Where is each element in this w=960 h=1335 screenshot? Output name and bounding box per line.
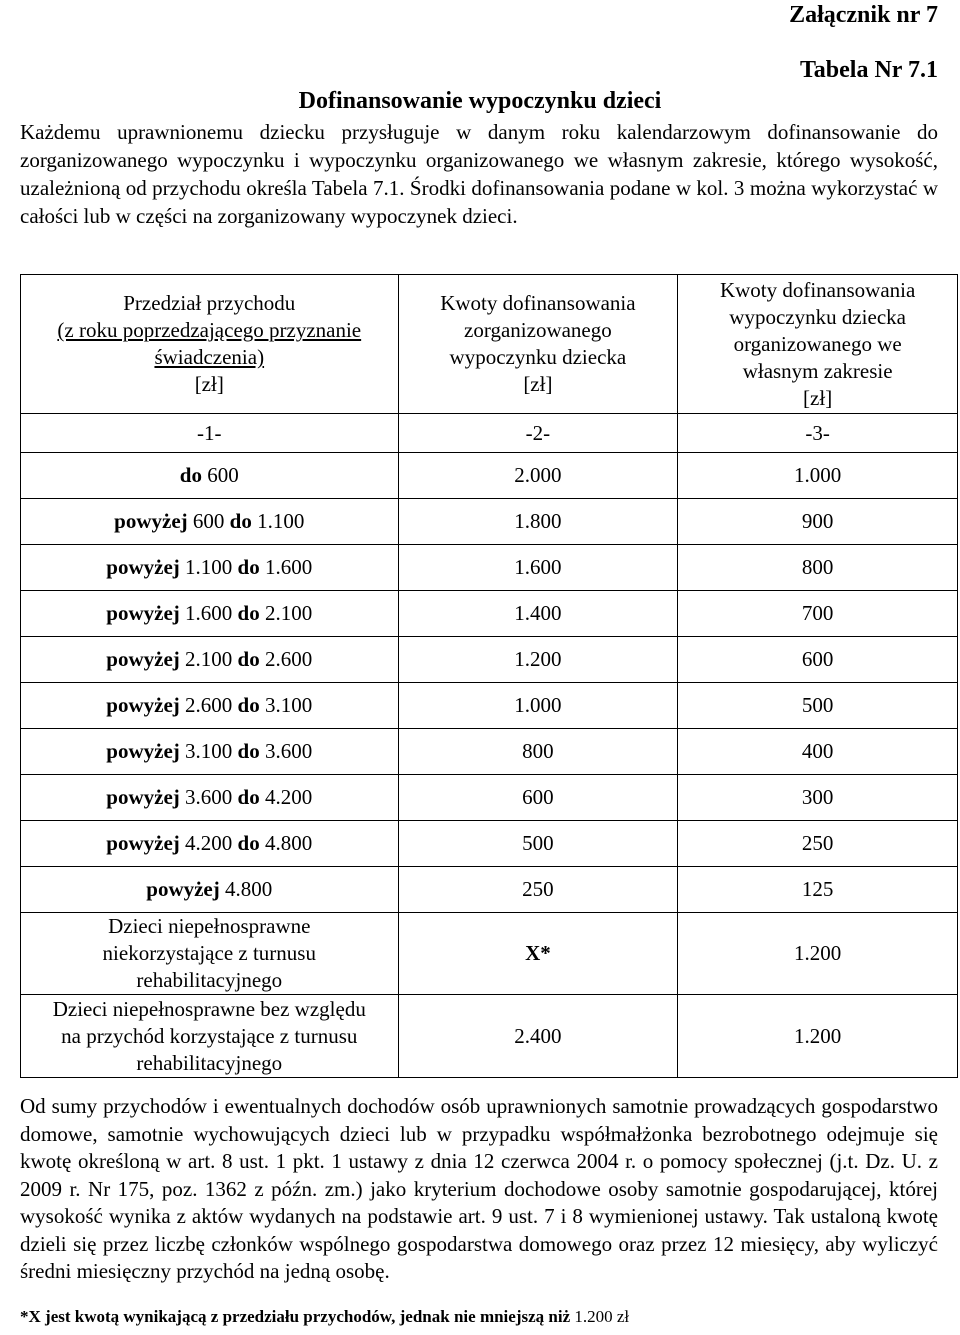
income-range	[21, 729, 399, 775]
range-value: 2.100	[264, 601, 313, 625]
table-row	[21, 683, 958, 729]
header-organized-amount: Kwoty dofinansowania zorganizowanego wypoczynku dziecka [zł]	[398, 275, 678, 414]
table-row	[21, 729, 958, 775]
range-keyword: powyżej	[106, 739, 180, 763]
range-value: 4.800	[264, 831, 313, 855]
own-amount: 700	[678, 591, 958, 637]
own-amount: 400	[678, 729, 958, 775]
organized-amount: 500	[398, 821, 678, 867]
range-keyword: do	[237, 555, 260, 579]
income-range	[21, 683, 399, 729]
income-range	[21, 867, 399, 913]
own-amount: 900	[678, 499, 958, 545]
range-keyword: do	[237, 647, 260, 671]
income-range	[21, 499, 399, 545]
table-header-row	[21, 275, 958, 414]
range-value: 2.100	[185, 647, 233, 671]
range-value: 3.100	[264, 693, 313, 717]
range-keyword: powyżej	[106, 831, 180, 855]
organized-amount: 1.000	[398, 683, 678, 729]
range-value: 1.600	[185, 601, 233, 625]
table-row	[21, 499, 958, 545]
header-income-range: Przedział przychodu (z roku poprzedzającego przyznanie świadczenia) [zł]	[21, 275, 399, 414]
table-row	[21, 775, 958, 821]
organized-amount: 2.400	[398, 995, 678, 1078]
range-keyword: do	[237, 739, 260, 763]
range-value: 1.600	[264, 555, 313, 579]
column-number: -1-	[21, 414, 399, 453]
table-number: Tabela Nr 7.1	[799, 57, 938, 83]
range-keyword: do	[237, 693, 260, 717]
range-value: 4.800	[225, 877, 273, 901]
income-range	[21, 637, 399, 683]
range-keyword: powyżej	[106, 601, 180, 625]
own-amount: 250	[678, 821, 958, 867]
rate-rows	[21, 453, 958, 913]
range-keyword: do	[179, 463, 202, 487]
page-title: Dofinansowanie wypoczynku dzieci	[298, 88, 662, 114]
subsidy-table	[20, 274, 958, 1078]
table-row	[21, 453, 958, 499]
organized-amount: 1.400	[398, 591, 678, 637]
organized-amount: 800	[398, 729, 678, 775]
range-value: 600	[192, 509, 225, 533]
range-keyword: do	[237, 785, 260, 809]
table-row-disabled-no-turnus	[21, 913, 958, 995]
organized-amount: 1.200	[398, 637, 678, 683]
range-value: 2.600	[264, 647, 313, 671]
range-value: 1.100	[185, 555, 233, 579]
own-amount: 800	[678, 545, 958, 591]
range-value: 3.600	[264, 739, 313, 763]
table-row	[21, 637, 958, 683]
column-number: -2-	[398, 414, 678, 453]
footnote	[20, 1307, 629, 1327]
footnote-amount: 1.200 zł	[574, 1307, 630, 1326]
range-keyword: do	[237, 601, 260, 625]
range-keyword: powyżej	[106, 693, 180, 717]
range-keyword: do	[229, 509, 252, 533]
range-keyword: powyżej	[146, 877, 220, 901]
table-row-disabled-turnus	[21, 995, 958, 1078]
range-value: 1.100	[257, 509, 305, 533]
organized-amount: X*	[398, 913, 678, 995]
income-range	[21, 545, 399, 591]
organized-amount: 1.600	[398, 545, 678, 591]
range-keyword: powyżej	[106, 555, 180, 579]
range-value: 2.600	[185, 693, 233, 717]
own-amount: 1.000	[678, 453, 958, 499]
intro-paragraph: Każdemu uprawnionemu dziecku przysługuje w danym roku kalendarzowym dofinansowanie do zorganizowanego wypoczynku i wypoczynku organizowanego we własnym zakresie, którego wysokość, uzależnioną od przychodu określa Tabela 7.1. Środki dofinansowania podane w kol. 3 można wykorzystać w całości lub w części na zorganizowany wypoczynek dzieci.	[20, 120, 938, 228]
column-number-row	[21, 414, 958, 453]
organized-amount: 2.000	[398, 453, 678, 499]
row-label: Dzieci niepełnosprawne niekorzystające z turnusu rehabilitacyjnego	[21, 913, 399, 995]
range-keyword: powyżej	[114, 509, 188, 533]
income-range	[21, 453, 399, 499]
range-keyword: powyżej	[106, 785, 180, 809]
organized-amount: 1.800	[398, 499, 678, 545]
own-amount: 500	[678, 683, 958, 729]
own-amount: 125	[678, 867, 958, 913]
range-value: 4.200	[264, 785, 313, 809]
income-range	[21, 775, 399, 821]
range-value: 4.200	[185, 831, 233, 855]
organized-amount: 250	[398, 867, 678, 913]
range-keyword: do	[237, 831, 260, 855]
table-row	[21, 821, 958, 867]
table-row	[21, 867, 958, 913]
table-row	[21, 545, 958, 591]
own-amount: 1.200	[678, 913, 958, 995]
footer-paragraph: Od sumy przychodów i ewentualnych dochodów osób uprawnionych samotnie prowadzących gospodarstwo domowe, samotnie wychowujących dzieci lub w przypadku współmałżonka bezrobotnego odejmuje się kwotę określoną w art. 8 ust. 1 pkt. 1 ustawy z dnia 12 czerwca 2004 r. o pomocy społecznej (j.t. Dz. U. z 2009 r. Nr 175, poz. 1362 z późn. zm.) jako kryterium dochodowe osoby samotnie gospodarującej, której wysokość wynika z aktów wydanych na podstawie art. 9 ust. 7 i 8 wymienionej ustawy. Tak ustaloną kwotę dzieli się przez liczbę członków wspólnego gospodarstwa domowego oraz przez 12 miesięcy, aby wyliczyć średni miesięczny przychód na jedną osobę.	[20, 1094, 938, 1283]
table-row	[21, 591, 958, 637]
own-amount: 1.200	[678, 995, 958, 1078]
organized-amount: 600	[398, 775, 678, 821]
income-range	[21, 821, 399, 867]
range-value: 600	[207, 463, 239, 487]
income-range	[21, 591, 399, 637]
own-amount: 300	[678, 775, 958, 821]
range-value: 3.600	[185, 785, 233, 809]
footnote-text: *X jest kwotą wynikającą z przedziału przychodów, jednak nie mniejszą niż	[20, 1307, 571, 1326]
annex-label: Załącznik nr 7	[789, 2, 938, 28]
header-own-amount: Kwoty dofinansowania wypoczynku dziecka organizowanego we własnym zakresie [zł]	[678, 275, 958, 414]
range-keyword: powyżej	[106, 647, 180, 671]
own-amount: 600	[678, 637, 958, 683]
range-value: 3.100	[185, 739, 233, 763]
row-label: Dzieci niepełnosprawne bez względu na przychód korzystające z turnusu rehabilitacyjnego	[21, 995, 399, 1078]
column-number: -3-	[678, 414, 958, 453]
